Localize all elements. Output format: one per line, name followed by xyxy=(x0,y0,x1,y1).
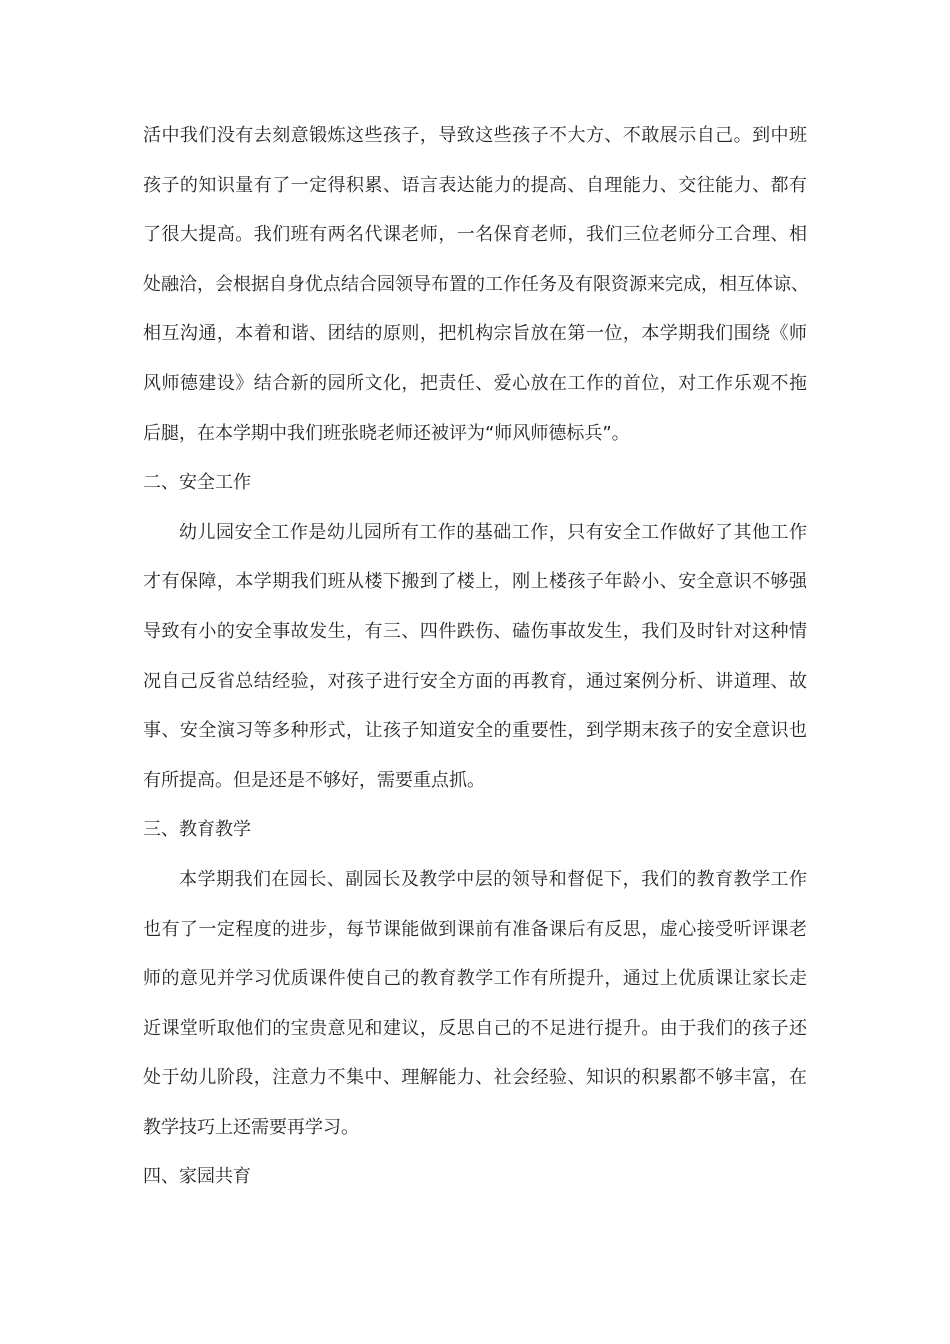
text-line: 才有保障，本学期我们班从楼下搬到了楼上，刚上楼孩子年龄小、安全意识不够强 xyxy=(143,571,807,593)
text-line: 处融洽，会根据自身优点结合园领导布置的工作任务及有限资源来完成，相互体谅、 xyxy=(143,273,809,295)
text-line: 导致有小的安全事故发生，有三、四件跌伤、磕伤事故发生，我们及时针对这种情 xyxy=(143,620,807,642)
section-heading-teaching: 三、教育教学 xyxy=(143,819,251,841)
section-heading-safety: 二、安全工作 xyxy=(143,472,251,494)
text-line: 本学期我们在园长、副园长及教学中层的领导和督促下，我们的教育教学工作 xyxy=(179,868,807,890)
text-line: 了很大提高。我们班有两名代课老师，一名保育老师，我们三位老师分工合理、相 xyxy=(143,224,807,246)
text-line: 近课堂听取他们的宝贵意见和建议，反思自己的不足进行提升。由于我们的孩子还 xyxy=(143,1017,807,1039)
paragraph-class-overview xyxy=(143,116,807,463)
text-line: 相互沟通，本着和谐、团结的原则，把机构宗旨放在第一位，本学期我们围绕《师 xyxy=(143,323,807,345)
text-line: 有所提高。但是还是不够好，需要重点抓。 xyxy=(143,769,485,791)
paragraph-teaching xyxy=(143,860,807,1158)
paragraph-safety xyxy=(143,513,807,811)
text-line: 教学技巧上还需要再学习。 xyxy=(143,1116,359,1138)
text-line: 风师德建设》结合新的园所文化，把责任、爱心放在工作的首位，对工作乐观不拖 xyxy=(143,372,807,394)
text-line: 师的意见并学习优质课件使自己的教育教学工作有所提升，通过上优质课让家长走 xyxy=(143,968,807,990)
text-line: 幼儿园安全工作是幼儿园所有工作的基础工作，只有安全工作做好了其他工作 xyxy=(179,521,807,543)
document-body xyxy=(143,116,807,1207)
text-line: 事、安全演习等多种形式，让孩子知道安全的重要性，到学期末孩子的安全意识也 xyxy=(143,720,807,742)
section-heading-home: 四、家园共育 xyxy=(143,1166,251,1188)
text-line: 后腿，在本学期中我们班张晓老师还被评为“师风师德标兵”。 xyxy=(143,422,630,444)
text-line: 活中我们没有去刻意锻炼这些孩子，导致这些孩子不大方、不敢展示自己。到中班 xyxy=(143,125,807,146)
text-line: 孩子的知识量有了一定得积累、语言表达能力的提高、自理能力、交往能力、都有 xyxy=(143,174,807,196)
text-line: 况自己反省总结经验，对孩子进行安全方面的再教育，通过案例分析、讲道理、故 xyxy=(143,670,807,692)
text-line: 也有了一定程度的进步，每节课能做到课前有准备课后有反思，虚心接受听评课老 xyxy=(143,918,807,940)
text-line: 处于幼儿阶段，注意力不集中、理解能力、社会经验、知识的积累都不够丰富，在 xyxy=(143,1067,807,1089)
